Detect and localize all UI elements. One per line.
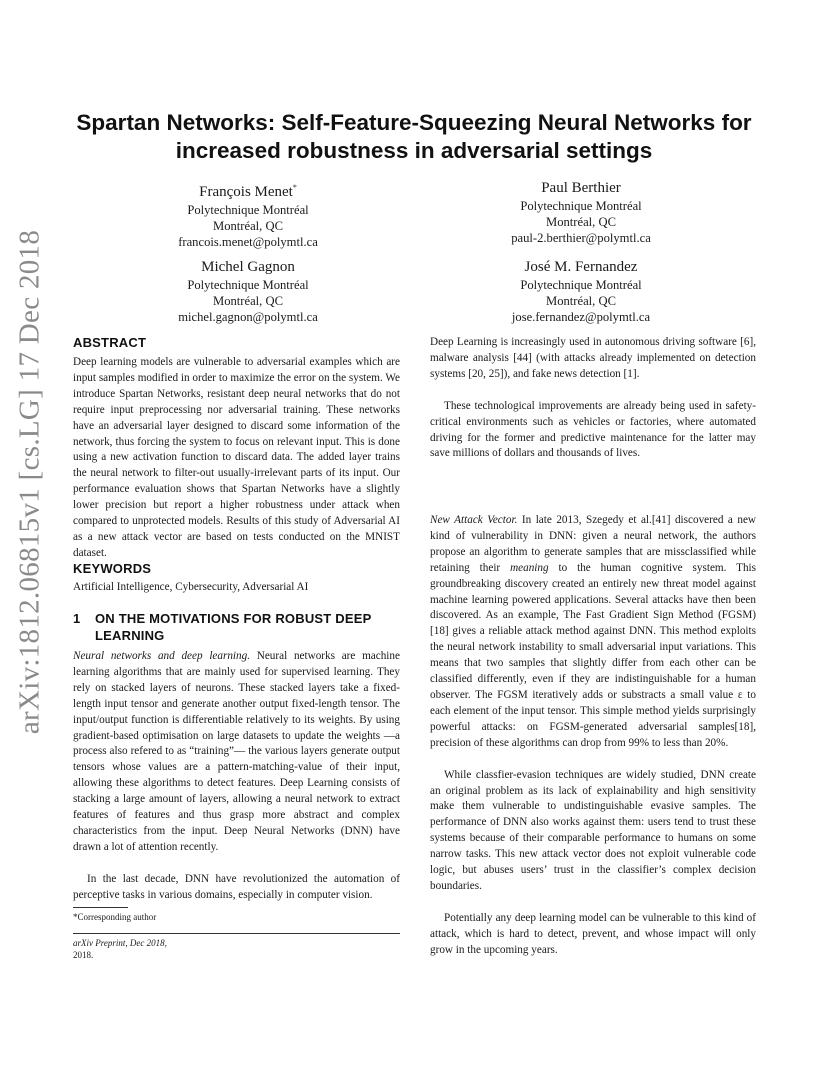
emphasis: meaning [510,561,549,574]
author-city: Montréal, QC [546,215,616,229]
abstract-section [73,335,400,562]
paragraph-body-b: to the human cognitive system. This groundbreaking discovery created an entirely new threat model against machine learning powered applications. Several attacks have then been discovered. As an example, The Fast Gradient Sign Method (FGSM) [18] gives a reliable attack method against DNN. This method exploits the neural network instability to small adversarial input variations. This means that two samples that slightly differ from each other can be classified differently, even if they are indistinguishable for a human observer. The FGSM iteratively adds or substracts a small value ε to each element of the input tensor. This simple method yields surprisingly powerful attacks: on FGSM-generated adversarial samples[18], precision of these algorithms can drop from 99% to less than 20%. [430,561,756,749]
author-email[interactable]: paul-2.berthier@polymtl.ca [511,231,651,245]
author-affiliation: Polytechnique Montréal [187,203,309,217]
paragraph-run-in-heading: Neural networks and deep learning. [73,650,251,662]
abstract-heading: ABSTRACT [73,335,147,350]
author-city: Montréal, QC [213,294,283,308]
intro-paragraph-2: These technological improvements are already being used in safety-critical environments such as vehicles or factories, where automated driving for the former and predictive maintenance for the latter may save millions of dollars and thousands of lives. [430,399,756,460]
venue-info [73,937,400,961]
author-affiliation: Polytechnique Montréal [520,199,642,213]
paragraph-body-a: In late 2013, Szegedy et al.[41] discovered a new kind of vulnerability in DNN: given a neural network, the authors propose an algorithm to generate samples that are missclassified while retaining their [430,514,756,574]
paragraph-run-in-heading: New Attack Vector. [430,514,518,526]
author-mark: * [292,183,297,192]
author-block-2 [431,178,731,246]
keywords-section [73,561,400,596]
keywords-heading: KEYWORDS [73,561,152,576]
abstract-text: Deep learning models are vulnerable to adversarial examples which are input samples modified in order to maximize the error on the system. We introduce Spartan Networks, resistant deep neural networks that do not require input preprocessing nor adversarial training. These networks have an adversarial layer designed to discard some information of the network, thus forcing the system to focus on relevant input. This is done using a new activation function to discard data. The added layer trains the neural network to filter-out usually-irrelevant parts of its input. Our performance evaluation shows that Spartan Networks have a slightly lower precision but report a higher robustness under attack when compared to unprotected models. Results of this study of Adversarial AI as a new attack vector are based on tests conducted on the MNIST dataset. [73,356,400,559]
author-email[interactable]: michel.gagnon@polymtl.ca [178,310,318,324]
section-1-heading [73,610,400,644]
title-line-1: Spartan Networks: Self-Feature-Squeezing Neural Networks for [76,110,752,135]
footnote-rule [73,907,128,908]
right-column-bottom [430,513,756,959]
author-name: Michel Gagnon [201,259,295,275]
intro-paragraph-1: Deep Learning is increasingly used in autonomous driving software [6], malware analysis [44] (with attacks already implemented on detection systems [20, 25]), and fake news detection [1]. [430,336,756,380]
section-heading-line-2: LEARNING [95,628,165,643]
author-email[interactable]: jose.fernandez@polymtl.ca [511,310,651,324]
footnote: *Corresponding author [73,912,157,922]
paper-title [60,109,768,165]
author-name: Paul Berthier [541,180,621,196]
section-1-paragraph-2: In the last decade, DNN have revolutionized the automation of perceptive tasks in various domains, especially in computer vision. [73,872,400,901]
author-name: François Menet [199,184,293,200]
author-email[interactable]: francois.menet@polymtl.ca [178,235,318,249]
arxiv-sidebar [0,229,60,735]
paragraph-body: Neural networks are machine learning algorithms that are mainly used for supervised learning. They rely on stacked layers of neurons. These stacked layers take a fixed-length input tensor and generate another output fixed-length tensor. The input/output function is differentiable relatively to its weights. By using gradient-based optimisation on large datasets to update the weights —a process also refered to as “training”— the various layers generate output tensors whose values are a pattern-matching-value of their input, allowing these algorithms to detect features. Deep Learning consists of stacking a large amount of layers, allowing a neural network to extract features of features and thus grasp more abstract and complex characteristics from the input. Deep Neural Networks (DNN) have drawn a lot of attention recently. [73,650,400,853]
arxiv-identifier: arXiv:1812.06815v1 [cs.LG] 17 Dec 2018 [13,229,46,735]
section-1 [73,610,400,904]
section-number: 1 [73,611,81,626]
section-heading-line-1: ON THE MOTIVATIONS FOR ROBUST DEEP [95,611,372,626]
author-city: Montréal, QC [213,219,283,233]
author-block-1 [98,178,398,250]
author-affiliation: Polytechnique Montréal [520,278,642,292]
venue-text: arXiv Preprint, Dec 2018, [73,938,167,948]
right-column-top [430,335,756,462]
venue-rule [73,933,400,934]
keywords-text: Artificial Intelligence, Cybersecurity, Adversarial AI [73,581,309,593]
impact-paragraph: Potentially any deep learning model can be vulnerable to this kind of attack, which is hard to detect, prevent, and whose impact will only grow in the upcoming years. [430,911,756,956]
venue-year: 2018. [73,950,94,960]
author-name: José M. Fernandez [524,259,638,275]
attack-vector-paragraph [430,513,756,752]
section-1-paragraph-1 [73,649,400,856]
author-block-3 [98,257,398,325]
evasion-paragraph: While classfier-evasion techniques are widely studied, DNN create an original problem as its lack of explainability and high sensitivity make them vulnerable to undistinguishable evasive samples. The performance of DNN also works against them: users tend to trust these systems because of their comparable performance to humans on some narrow tasks. This new attack vector does not exploit vulnerable code logic, but abuses users’ trust in the classifier’s complex decision boundaries. [430,768,756,892]
author-city: Montréal, QC [546,294,616,308]
title-line-2: increased robustness in adversarial settings [175,138,653,163]
author-affiliation: Polytechnique Montréal [187,278,309,292]
author-block-4 [431,257,731,325]
